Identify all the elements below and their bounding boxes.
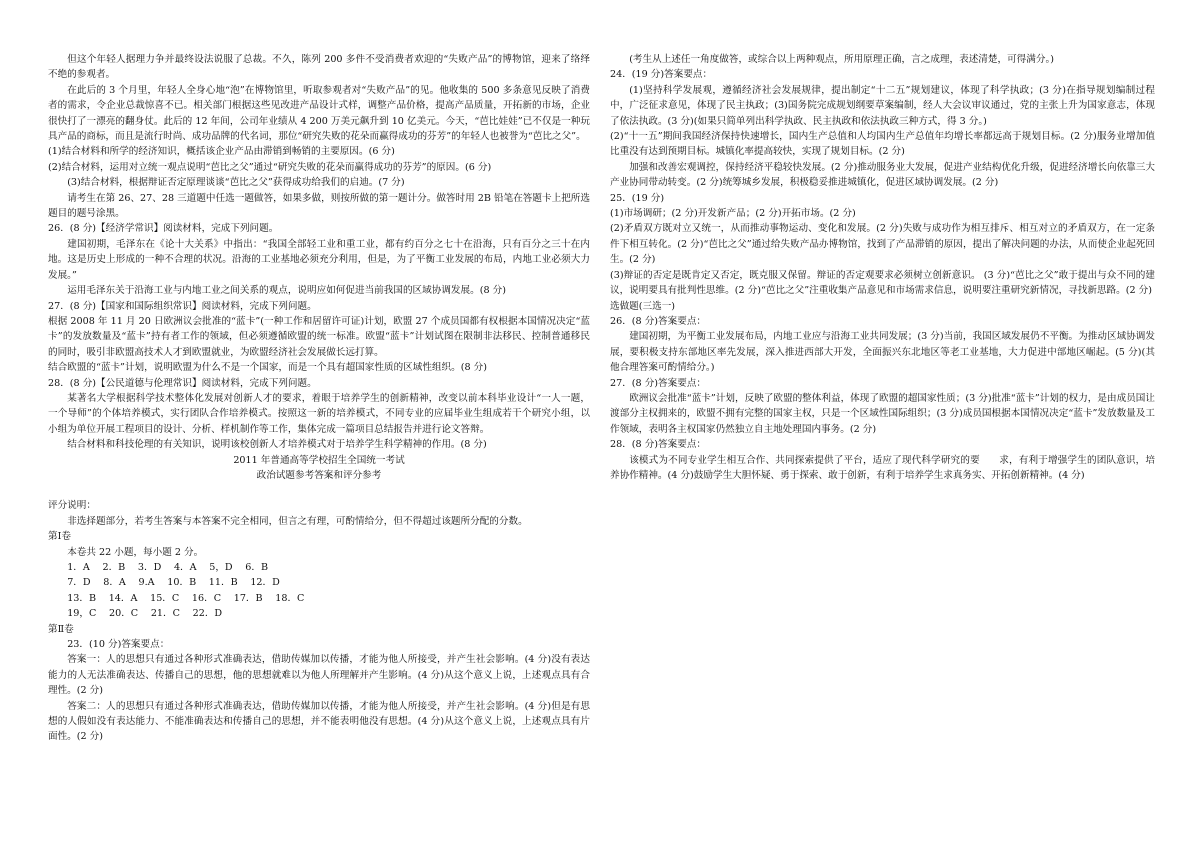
answer-key: 15．C xyxy=(150,592,180,604)
answer-key: 12．D xyxy=(250,577,280,589)
answer-row xyxy=(48,606,590,621)
answer-key: 8．A xyxy=(103,577,126,589)
answer-paragraph: (1)坚持科学发展观，遵循经济社会发展规律，提出制定“十二五”规划建议，体现了科学执政；(3 分)在指导规划编制过程中，广泛征求意见，体现了民主执政；(3)国务院完成规划纲要草案编制，经人大会议审议通过，党的主张上升为国家意志，体现了依法执政。(3 分)(如果只简单列出科学执政、民主执政和依法执政三种方式，得 3 分。) xyxy=(610,84,1155,127)
answer-key: 21．C xyxy=(150,608,180,620)
answer-row xyxy=(48,575,590,590)
paragraph: 根据 2008 年 11 月 20 日欧洲议会批准的“蓝卡”(一种工作和居留许可证)计划，欧盟 27 个成员国都有权根据本国情况决定“蓝卡”的发放数量及“蓝卡”持有者工作的领域，但必须遵循欧盟的统一标准。欧盟“蓝卡”计划试图在限制非法移民、控制普通移民的同时，吸引非欧盟高技术人才到欧盟就业，为欧盟经济社会发展做长远打算。 xyxy=(48,315,590,358)
answer-key: 3．D xyxy=(137,562,162,573)
right-column xyxy=(610,52,1155,483)
answer-paragraph: 欧洲议会批准“蓝卡”计划，反映了欧盟的整体利益，体现了欧盟的超国家性质；(3 分)批准“蓝卡”计划的权力，是由成员国让渡部分主权拥来的，欧盟不拥有完整的国家主权，只是一个区域性国际组织；(3 分)成员国根据本国情况决定“蓝卡”发放数量及工作领域，表明各主权国家仍然独立自主地处理国内事务。(2 分) xyxy=(610,392,1155,435)
question-heading: 27．(8 分)【国家和国际组织常识】阅读材料，完成下列问题。 xyxy=(48,300,317,312)
paragraph: 非选择题部分，若考生答案与本答案不完全相同，但言之有理，可酌情给分，但不得超过该题所分配的分数。 xyxy=(67,515,528,527)
section-label: 评分说明： xyxy=(48,500,96,512)
answer-key: 2．B xyxy=(102,562,126,573)
answer-paragraph: (3)辩证的否定是既肯定又否定，既克服又保留。辩证的否定观要求必须树立创新意识。 (3 分)“芭比之父”敢于提出与众不同的建议，说明要具有批判性思维。(2 分)“芭比之父”注重收集产品意见和市场需求信息，说明要注重研究新情况，寻找新思路。(2 分) xyxy=(610,269,1155,297)
question-heading: 28．(8 分)【公民道德与伦理常识】阅读材料，完成下列问题。 xyxy=(48,377,317,389)
answer-key: 16．C xyxy=(191,592,222,604)
question-item: (3)结合材料，根据辩证否定原理谈谈“芭比之父”获得成功给我们的启迪。(7 分) xyxy=(67,177,405,189)
answer-key: 1．A xyxy=(67,562,90,573)
answer-paragraph: 加强和改善宏观调控，保持经济平稳较快发展。(2 分)推动服务业大发展，促进产业结构优化升级，促进经济增长向依靠三大产业协同带动转变。(2 分)统筹城乡发展，积极稳妥推进城镇化，促进区域协调发展。(2 分) xyxy=(610,161,1155,189)
question-heading: 25．(19 分) xyxy=(610,192,665,204)
paragraph: 但这个年轻人据理力争并最终设法说服了总裁。不久，陈列 200 多件不受消费者欢迎的“失败产品”的博物馆，迎来了络绎不绝的参观者。 xyxy=(48,54,590,81)
question-heading: 23．(10 分)答案要点： xyxy=(67,639,170,651)
answer-paragraph: 答案一：人的思想只有通过各种形式准确表达，借助传媒加以传播，才能为他人所接受，并产生社会影响。(4 分)没有表达能力的人无法准确表达、传播自己的思想，他的思想就难以为他人所理解并产生影响。(4 分)从这个意义上说，上述观点具有合理性。(2 分) xyxy=(48,654,590,697)
paragraph: 建国初期，毛泽东在《论十大关系》中指出：“我国全部轻工业和重工业，都有约百分之七十在沿海，只有百分之三十在内地。这是历史上形成的一种不合理的状况。沿海的工业基地必须充分利用，但是，为了平衡工业发展的布局，内地工业必须大力发展。” xyxy=(48,238,590,281)
answer-paragraph: (2)矛盾双方既对立又统一，从而推动事物运动、变化和发展。(2 分)失败与成功作为相互排斥、相互对立的矛盾双方，在一定条件下相互转化。(2 分)“芭比之父”通过给失败产品办博物馆，找到了产品滞销的原因，提出了解决问题的办法，从而使企业起死回生。(2 分) xyxy=(610,223,1155,266)
section-label: 选做题(三选一) xyxy=(610,300,676,312)
answer-title: 2011 年普通高等学校招生全国统一考试 xyxy=(233,454,405,466)
paragraph: 在此后的 3 个月里，年轻人全身心地“泡”在博物馆里，听取参观者对“失败产品”的见。他收集的 500 多条意见反映了消费者的需求，令企业总裁惊喜不已。相关部门根据这些见改进产品设计式样，调整产品价格，提高产品质量，开拓新的市场，企业很快打了一漂亮的翻身仗。此后的 12 年间，公司年业绩从 4 200 万美元飙升到 10 亿美元。今天，“芭比娃娃”已不仅是一种玩具产品的商标，而且是流行时尚、成功品牌的代名词，那位“研究失败的花朵而赢得成功的芬芳”的年轻人也被誉为“芭比之父”。 xyxy=(48,84,590,143)
answer-key: 9.A xyxy=(138,577,155,589)
question-heading: 28．(8 分)答案要点： xyxy=(610,439,707,451)
section-label: 第Ⅱ卷 xyxy=(48,623,74,635)
question-heading: 24．(19 分)答案要点： xyxy=(610,69,713,81)
question-item: 运用毛泽东关于沿海工业与内地工业之间关系的观点，说明应如何促进当前我国的区域协调发展。(8 分) xyxy=(67,285,506,297)
answer-paragraph: (考生从上述任一角度做答，或综合以上两种观点，所用原理正确，言之成理，表述清楚，可得满分。) xyxy=(629,54,1054,65)
answer-paragraph: (2)“十一五”期间我国经济保持快速增长，国内生产总值和人均国内生产总值年均增长率都远高于规划目标。(2 分)服务业增加值比重没有达到预期目标。城镇化率提高较快，实现了规划目标。(2 分) xyxy=(610,131,1155,158)
section-label: 第Ⅰ卷 xyxy=(48,531,71,543)
multiple-choice-answers xyxy=(48,560,590,622)
answer-key: 11．B xyxy=(208,577,238,589)
answer-paragraph: 该模式为不同专业学生相互合作、共同探索提供了平台，适应了现代科学研究的要 求，有利于增强学生的团队意识，培养协作精神。(4 分)鼓励学生大胆怀疑、勇于探索、敢于创新，有利于培养学生求真务实、开拓创新精神。(4 分) xyxy=(610,454,1155,481)
answer-key: 13．B xyxy=(67,592,97,604)
answer-key: 5，D xyxy=(209,562,233,573)
answer-key: 14．A xyxy=(108,592,138,604)
answer-key: 10．B xyxy=(167,577,197,589)
answer-key: 17．B xyxy=(233,592,263,604)
question-item: (1)结合材料和所学的经济知识，概括该企业产品由滞销到畅销的主要原因。(6 分) xyxy=(48,146,395,158)
answer-row xyxy=(48,560,590,575)
answer-paragraph: 答案二：人的思想只有通过各种形式准确表达，借助传媒加以传播，才能为他人所接受，并产生社会影响。(4 分)但是有思想的人假如没有表达能力、不能准确表达和传播自己的思想，并不能表明他没有思想。(4 分)从这个意义上说，上述观点具有片面性。(2 分) xyxy=(48,700,590,743)
answer-key: 4．A xyxy=(173,562,197,573)
instruction: 请考生在第 26、27、28 三道题中任选一题做答，如果多做，则按所做的第一题计分。做答时用 2B 铅笔在答题卡上把所选题目的题号涂黑。 xyxy=(48,192,590,220)
question-heading: 26．(8 分)【经济学常识】阅读材料，完成下列问题。 xyxy=(48,223,279,235)
answer-key: 20．C xyxy=(109,608,139,620)
question-heading: 26．(8 分)答案要点： xyxy=(610,315,707,327)
answer-key: 7．D xyxy=(67,577,91,589)
question-item: 结合欧盟的“蓝卡”计划，说明欧盟为什么不是一个国家，而是一个具有超国家性质的区域性组织。(8 分) xyxy=(48,362,487,374)
spacer xyxy=(48,483,590,498)
question-item: 结合材料和科技伦理的有关知识，说明该校创新人才培养模式对于培养学生科学精神的作用。(8 分) xyxy=(67,439,487,451)
answer-subtitle: 政治试题参考答案和评分参考 xyxy=(256,469,382,481)
answer-row xyxy=(48,591,590,606)
answer-key: 19，C xyxy=(67,608,97,620)
answer-key: 18．C xyxy=(275,592,305,604)
answer-paragraph: 建国初期，为平衡工业发展布局，内地工业应与沿海工业共同发展；(3 分)当前，我国区域发展仍不平衡。为推动区域协调发展，要积极支持东部地区率先发展，深入推进西部大开发，全面振兴东北地区等老工业基地，大力促进中部地区崛起。(5 分)(其他合理答案可酌情给分。) xyxy=(610,331,1155,374)
question-heading: 27．(8 分)答案要点： xyxy=(610,377,707,389)
left-column xyxy=(48,52,590,745)
answer-key: 22．D xyxy=(192,608,223,620)
answer-key: 6．B xyxy=(245,562,269,573)
paragraph: 本卷共 22 小题，每小题 2 分。 xyxy=(67,546,204,558)
question-item: (2)结合材料，运用对立统一观点说明“芭比之父”通过“研究失败的花朵而赢得成功的芬芳”的原因。(6 分) xyxy=(48,161,492,173)
left-paragraphs xyxy=(48,52,590,453)
answer-paragraph: (1)市场调研；(2 分)开发新产品；(2 分)开拓市场。(2 分) xyxy=(610,208,856,220)
paragraph: 某著名大学根据科学技术整体化发展对创新人才的要求，着眼于培养学生的创新精神，改变以前本科毕业设计“一人一题，一个导师”的个体培养模式，实行团队合作培养模式。按照这一新的培养模式，不同专业的应届毕业生组成若干个研究小组，以小组为单位开展工程项目的设计、分析、样机制作等工作，集体完成一篇项目总结报告并进行论文答辩。 xyxy=(48,392,590,435)
